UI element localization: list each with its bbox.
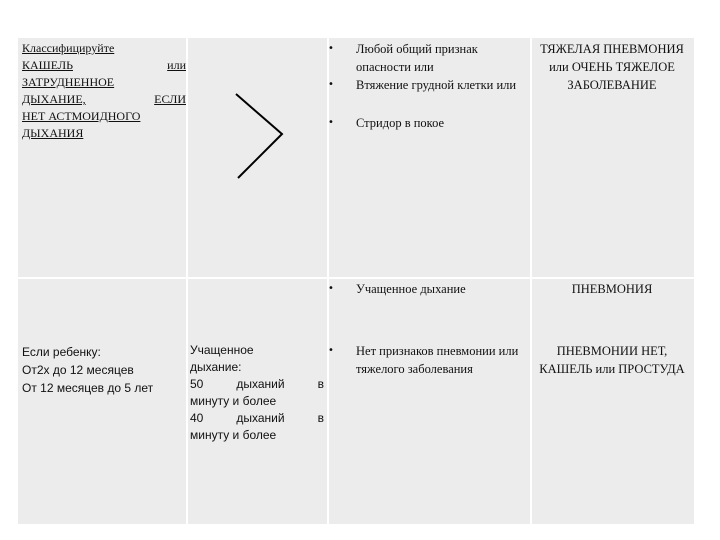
classification-severe: ТЯЖЕЛАЯ ПНЕВМОНИЯ или ОЧЕНЬ ТЯЖЕЛОЕ ЗАБОЛЕВАНИЕ: [540, 42, 684, 92]
chevron-right-icon: [230, 88, 290, 184]
classify-instruction: Классифицируйте КАШЕЛЬ или ЗАТРУДНЕННОЕ ДЫХАНИЕ, ЕСЛИ НЕТ АСТМОИДНОГО ДЫХАНИЯ: [22, 41, 186, 140]
age-groups: Если ребенку: От2х до 12 месяцев От 12 месяцев до 5 лет: [22, 345, 154, 395]
bullet-icon: •: [328, 117, 334, 128]
list-item: • Учащенное дыхание: [328, 282, 466, 296]
list-item: • Стридор в покое: [328, 116, 445, 130]
bullet-icon: •: [328, 283, 334, 294]
row-divider-1: [18, 277, 694, 279]
col-divider-1: [186, 38, 188, 524]
list-item: • Нет признаков пневмонии или тяжелого заболевания: [328, 344, 519, 376]
fast-breathing-criteria: Учащенное дыхание: 50 дыханий в минуту и более 40 дыханий в минуту и более: [190, 343, 324, 442]
list-item: • Любой общий признак опасности или: [328, 42, 478, 74]
bullet-icon: •: [328, 79, 334, 90]
classification-no-pneumonia: ПНЕВМОНИИ НЕТ, КАШЕЛЬ или ПРОСТУДА: [539, 344, 685, 376]
list-item: • Втяжение грудной клетки или: [328, 78, 517, 92]
bullet-icon: •: [328, 43, 334, 54]
bullet-icon: •: [328, 345, 334, 356]
classification-pneumonia: ПНЕВМОНИЯ: [571, 282, 653, 296]
